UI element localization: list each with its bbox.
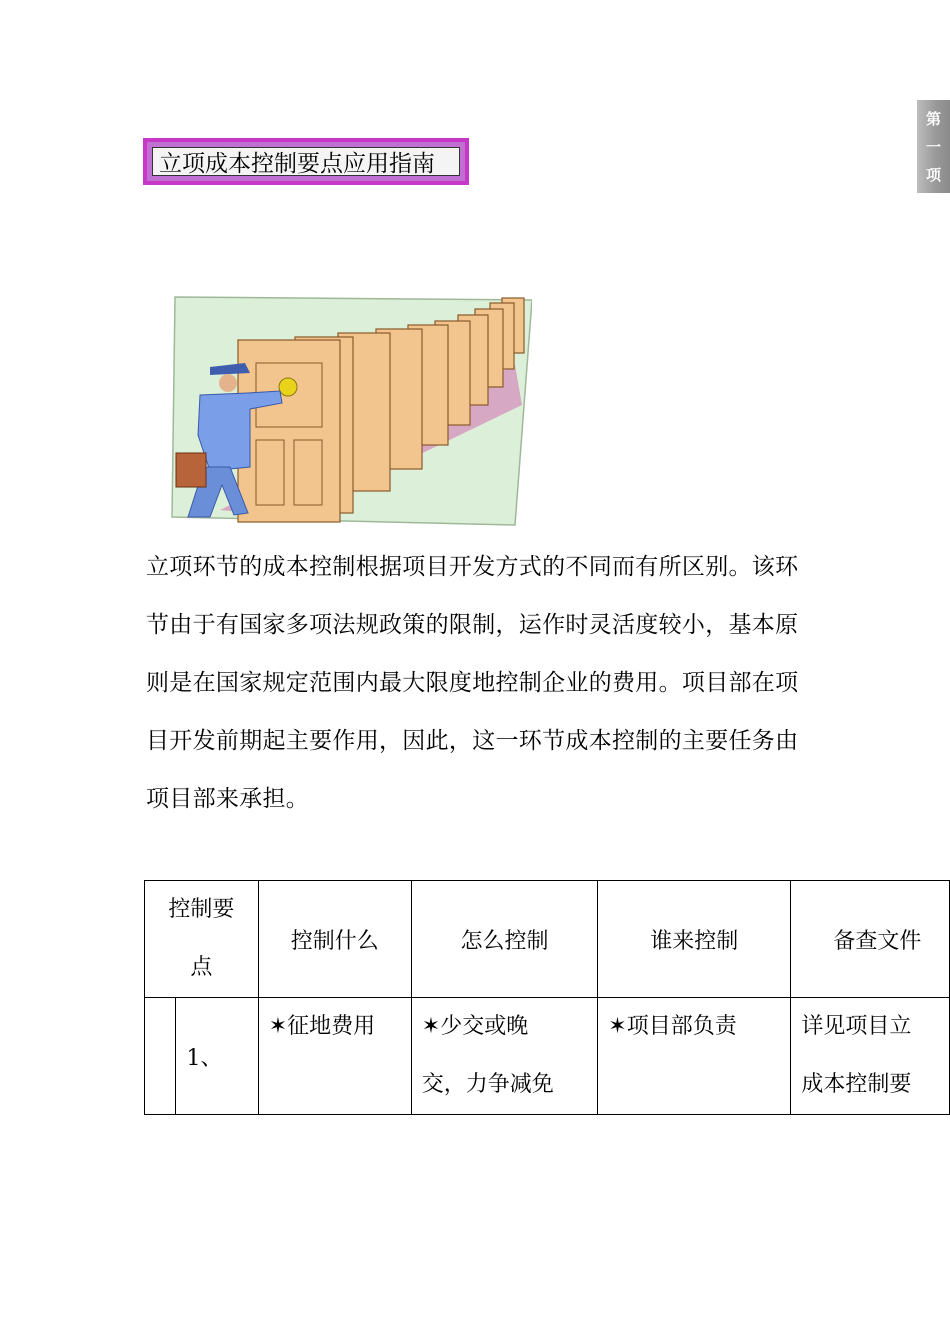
side-tab-char: 一 — [925, 137, 941, 156]
control-points-table — [144, 880, 950, 1115]
paragraph-line: 项目部来承担。 — [146, 786, 310, 812]
row-who: ✶项目部负责 — [598, 998, 791, 1115]
side-tab-char: 第 — [925, 109, 941, 128]
table-row — [145, 998, 950, 1115]
header-docs: 备查文件 — [791, 881, 950, 998]
paragraph-line: 则是在国家规定范围内最大限度地控制企业的费用。项目部在项 — [146, 670, 799, 696]
intro-paragraph — [146, 538, 866, 828]
cell-text: ✶少交或晚 — [421, 1014, 529, 1039]
header-what: 控制什么 — [258, 881, 411, 998]
paragraph-line: 立项环节的成本控制根据项目开发方式的不同而有所区别。该环 — [146, 554, 799, 580]
row-docs — [791, 998, 950, 1115]
header-control-point — [145, 881, 259, 998]
table-header-row — [145, 881, 950, 998]
row-what: ✶征地费用 — [258, 998, 411, 1115]
row-how — [411, 998, 597, 1115]
page-title: 立项成本控制要点应用指南 — [152, 147, 460, 176]
header-how: 怎么控制 — [411, 881, 597, 998]
side-tab-char: 项 — [925, 166, 941, 185]
cell-text: 成本控制要 — [801, 1072, 912, 1097]
chapter-side-tab — [917, 100, 950, 193]
header-who: 谁来控制 — [598, 881, 791, 998]
paragraph-line: 目开发前期起主要作用，因此，这一环节成本控制的主要任务由 — [146, 728, 799, 754]
row-index: 1、 — [176, 998, 258, 1115]
header-text: 点 — [190, 955, 213, 980]
businessman-doors-clipart — [170, 295, 532, 527]
row-spacer-cell — [145, 998, 176, 1115]
cell-text: 交，力争减免 — [421, 1072, 554, 1097]
paragraph-line: 节由于有国家多项法规政策的限制，运作时灵活度较小，基本原 — [146, 612, 799, 638]
header-text: 控制要 — [168, 897, 235, 922]
cell-text: 详见项目立 — [801, 1014, 912, 1039]
title-frame — [143, 138, 469, 185]
